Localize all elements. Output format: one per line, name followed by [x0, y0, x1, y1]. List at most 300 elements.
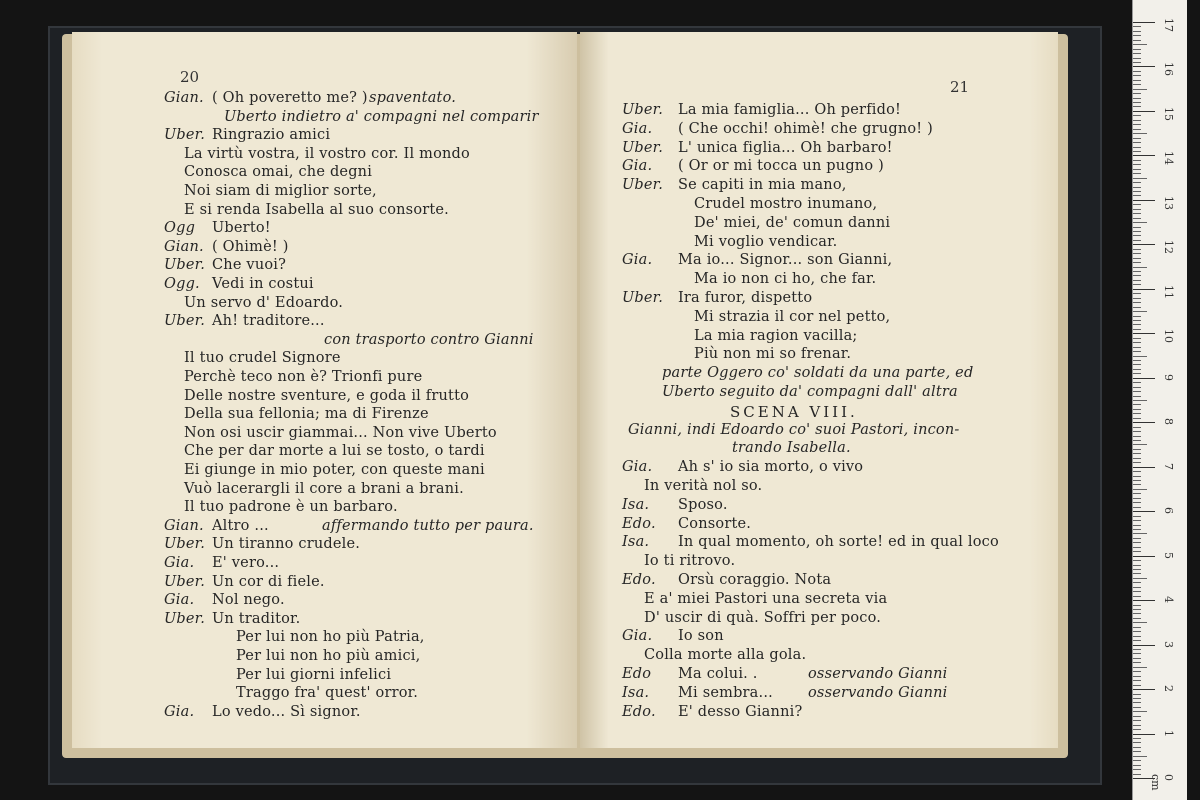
dialogue-text: Ma colui. .: [678, 666, 758, 682]
dialogue-text: Un tiranno crudele.: [212, 536, 361, 553]
dialogue-text: Ma io... Signor... son Gianni,: [678, 252, 893, 269]
dialogue-text: In verità nol so.: [644, 478, 763, 494]
ruler-tick: [1133, 227, 1141, 228]
ruler-tick: [1133, 747, 1141, 748]
text-line: [622, 534, 1052, 552]
ruler-tick: [1133, 396, 1141, 397]
text-line: [622, 666, 1052, 684]
text-line: [622, 422, 1052, 440]
right-page: [580, 32, 1058, 748]
text-line: [164, 257, 577, 275]
ruler-tick: [1133, 187, 1141, 188]
dialogue-text: Altro ...: [212, 517, 269, 534]
speaker-label: Uber.: [164, 610, 206, 627]
ruler-tick: [1133, 400, 1147, 401]
dialogue-text: Nol nego.: [212, 592, 285, 609]
ruler-tick: [1133, 302, 1141, 303]
speaker-label: Uber.: [622, 177, 664, 194]
text-line: [164, 481, 577, 499]
ruler-label: 8: [1162, 418, 1175, 426]
ruler-tick: [1133, 360, 1141, 361]
ruler-tick: [1133, 200, 1155, 201]
ruler-tick: [1133, 489, 1147, 490]
ruler-label: 15: [1162, 106, 1175, 121]
text-line: [164, 239, 577, 257]
text-line: [164, 667, 577, 685]
ruler-label: 6: [1162, 507, 1175, 515]
ruler-tick: [1133, 191, 1141, 192]
stage-direction: parte Oggero co' soldati da una parte, ed: [662, 365, 974, 382]
ruler-tick: [1133, 147, 1141, 148]
ruler-tick: [1133, 391, 1141, 392]
ruler-tick: [1133, 155, 1155, 156]
ruler-tick: [1133, 75, 1141, 76]
ruler-tick: [1133, 66, 1155, 67]
ruler-tick: [1133, 734, 1155, 735]
speaker-label: Gia.: [164, 703, 195, 720]
ruler-label: 11: [1162, 284, 1175, 299]
speaker-label: Edo.: [622, 515, 656, 532]
ruler-tick: [1133, 378, 1155, 379]
stage-direction: osservando Gianni: [808, 684, 948, 701]
ruler-tick: [1133, 111, 1155, 112]
ruler-tick: [1133, 471, 1141, 472]
dialogue-text: ( Che occhi! ohimè! che grugno! ): [678, 120, 933, 137]
ruler-tick: [1133, 698, 1141, 699]
ruler-label: 2: [1162, 685, 1175, 693]
ruler-tick: [1133, 240, 1141, 241]
ruler-tick: [1133, 267, 1147, 268]
dialogue-text: Consorte.: [678, 515, 752, 532]
ruler-tick: [1133, 142, 1141, 143]
ruler-tick: [1133, 364, 1141, 365]
text-line: [164, 295, 577, 313]
ruler-tick: [1133, 373, 1141, 374]
ruler-tick: [1133, 427, 1141, 428]
ruler-tick: [1133, 80, 1141, 81]
text-line: [164, 350, 577, 368]
ruler-tick: [1133, 84, 1141, 85]
ruler-tick: [1133, 565, 1141, 566]
dialogue-text: Ma io non ci ho, che far.: [694, 271, 877, 288]
speaker-label: Gia.: [622, 252, 653, 269]
text-line: [164, 462, 577, 480]
text-line: [164, 202, 577, 220]
ruler-tick: [1133, 160, 1141, 161]
text-line: [622, 553, 1052, 571]
ruler-tick: [1133, 249, 1141, 250]
ruler-tick: [1133, 458, 1141, 459]
ruler-tick: [1133, 774, 1141, 775]
text-line: [622, 365, 1052, 383]
dialogue-text: Un cor di fiele.: [212, 573, 325, 590]
text-line: [164, 685, 577, 703]
speaker-label: Uber.: [622, 139, 664, 156]
dialogue-text: In qual momento, oh sorte! ed in qual loco: [678, 534, 999, 551]
ruler-tick: [1133, 195, 1141, 196]
dialogue-text: Ah s' io sia morto, o vivo: [678, 459, 864, 476]
ruler-tick: [1133, 409, 1141, 410]
ruler-tick: [1133, 44, 1147, 45]
ruler-tick: [1133, 551, 1141, 552]
ruler-tick: [1133, 138, 1141, 139]
text-line: [622, 177, 1052, 195]
ruler-tick: [1133, 662, 1141, 663]
ruler-tick: [1133, 707, 1141, 708]
ruler-tick: [1133, 582, 1141, 583]
ruler-label: 3: [1162, 640, 1175, 648]
text-line: [622, 384, 1052, 402]
text-line: [622, 271, 1052, 289]
ruler-tick: [1133, 129, 1141, 130]
text-line: [164, 425, 577, 443]
ruler-tick: [1133, 431, 1141, 432]
ruler-tick: [1133, 498, 1141, 499]
ruler-tick: [1133, 658, 1141, 659]
speaker-label: Uber.: [622, 102, 664, 118]
ruler-tick: [1133, 751, 1141, 752]
page-number: 20: [180, 68, 200, 86]
text-line: [622, 328, 1052, 346]
ruler-tick: [1133, 26, 1141, 27]
ruler-label: 5: [1162, 551, 1175, 559]
dialogue-text: Un servo d' Edoardo.: [184, 294, 344, 311]
speaker-label: Isa.: [622, 496, 650, 513]
stage-direction: Uberto indietro a' compagni nel comparir: [224, 108, 539, 125]
dialogue-text: Ira furor, dispetto: [678, 290, 813, 306]
dialogue-text: ( Or or mi tocca un pugno ): [678, 158, 884, 175]
text-line: [622, 647, 1052, 665]
ruler-tick: [1133, 689, 1155, 690]
ruler-tick: [1133, 298, 1141, 299]
text-line: [164, 369, 577, 387]
ruler-tick: [1133, 711, 1147, 712]
text-line: [164, 574, 577, 592]
ruler-tick: [1133, 738, 1141, 739]
ruler-tick: [1133, 133, 1147, 134]
text-line: [164, 332, 577, 350]
text-line: [164, 127, 577, 145]
ruler-tick: [1133, 671, 1141, 672]
dialogue-text: Lo vedo... Sì signor.: [212, 703, 361, 720]
ruler-tick: [1133, 89, 1147, 90]
dialogue-text: La virtù vostra, il vostro cor. Il mondo: [184, 145, 470, 162]
speaker-label: Uber.: [164, 313, 206, 330]
ruler-tick: [1133, 235, 1141, 236]
speaker-label: Isa.: [622, 534, 650, 551]
text-line: [164, 388, 577, 406]
text-line: [622, 346, 1052, 364]
text-line: [164, 276, 577, 294]
ruler-tick: [1133, 422, 1155, 423]
ruler-tick: [1133, 436, 1141, 437]
text-line: [164, 555, 577, 573]
text-line: [164, 499, 577, 517]
ruler-tick: [1133, 613, 1141, 614]
dialogue-text: Che vuoi?: [212, 257, 287, 274]
text-line: [622, 459, 1052, 477]
speaker-label: Ogg: [164, 220, 196, 237]
ruler-tick: [1133, 98, 1141, 99]
ruler-tick: [1133, 58, 1141, 59]
ruler-tick: [1133, 484, 1141, 485]
ruler-tick: [1133, 369, 1141, 370]
ruler-tick: [1133, 467, 1155, 468]
ruler-tick: [1133, 124, 1141, 125]
dialogue-text: Crudel mostro inumano,: [694, 196, 878, 212]
ruler-tick: [1133, 529, 1141, 530]
stage-direction: affermando tutto per paura.: [322, 517, 534, 534]
ruler-tick: [1133, 169, 1141, 170]
scene-heading: SCENA VIII.: [730, 402, 858, 421]
dialogue-text: Vuò lacerargli il core a brani a brani.: [184, 480, 464, 497]
ruler-tick: [1133, 520, 1141, 521]
dialogue-text: Più non mi so frenar.: [694, 346, 852, 363]
speaker-label: Uber.: [164, 127, 206, 144]
ruler-tick: [1133, 418, 1141, 419]
text-line: [164, 183, 577, 201]
dialogue-text: Ringrazio amici: [212, 127, 331, 144]
ruler-label: 0 cm: [1149, 774, 1175, 791]
text-line: [622, 234, 1052, 252]
dialogue-text: Per lui giorni infelici: [236, 666, 392, 683]
speaker-label: Gia.: [622, 459, 653, 476]
ruler-tick: [1133, 667, 1147, 668]
speaker-label: Gian.: [164, 90, 204, 106]
ruler-tick: [1133, 342, 1141, 343]
ruler-tick: [1133, 93, 1141, 94]
text-line: [164, 611, 577, 629]
dialogue-text: Noi siam di miglior sorte,: [184, 183, 377, 199]
text-line: [164, 313, 577, 331]
dialogue-text: Per lui non ho più Patria,: [236, 629, 425, 646]
ruler-tick: [1133, 760, 1141, 761]
ruler-tick: [1133, 275, 1141, 276]
dialogue-text: Colla morte alla gola.: [644, 647, 807, 664]
ruler-tick: [1133, 511, 1155, 512]
ruler-tick: [1133, 231, 1141, 232]
text-line: [622, 704, 1052, 722]
ruler-tick: [1133, 556, 1155, 557]
text-line: [622, 215, 1052, 233]
speaker-label: Edo.: [622, 572, 656, 588]
ruler-tick: [1133, 413, 1141, 414]
left-page-text: [164, 90, 577, 748]
ruler-tick: [1133, 649, 1141, 650]
text-line: [622, 610, 1052, 628]
ruler-tick: [1133, 347, 1141, 348]
dialogue-text: E si renda Isabella al suo consorte.: [184, 201, 449, 218]
ruler-tick: [1133, 106, 1141, 107]
text-line: [622, 140, 1052, 158]
left-page: [72, 32, 577, 748]
text-line: [622, 290, 1052, 308]
ruler-tick: [1133, 547, 1141, 548]
ruler-tick: [1133, 182, 1141, 183]
dialogue-text: Per lui non ho più amici,: [236, 648, 421, 664]
text-line: [164, 164, 577, 182]
text-line: [164, 629, 577, 647]
ruler-tick: [1133, 164, 1141, 165]
text-line: [164, 592, 577, 610]
dialogue-text: ( Oh poveretto me? ): [212, 90, 368, 106]
measuring-ruler: [1132, 0, 1187, 800]
ruler-tick: [1133, 173, 1141, 174]
ruler-tick: [1133, 569, 1141, 570]
ruler-tick: [1133, 725, 1141, 726]
ruler-tick: [1133, 609, 1141, 610]
ruler-tick: [1133, 605, 1141, 606]
text-line: [622, 102, 1052, 120]
text-line: [622, 252, 1052, 270]
ruler-tick: [1133, 596, 1141, 597]
ruler-tick: [1133, 382, 1141, 383]
ruler-tick: [1133, 702, 1141, 703]
ruler-tick: [1133, 729, 1141, 730]
ruler-label: 12: [1162, 240, 1175, 255]
text-line: [164, 518, 577, 536]
speaker-label: Gia.: [164, 555, 195, 571]
ruler-tick: [1133, 280, 1141, 281]
text-line: [622, 440, 1052, 458]
text-line: [622, 572, 1052, 590]
ruler-tick: [1133, 311, 1147, 312]
ruler-tick: [1133, 262, 1141, 263]
text-line: [622, 591, 1052, 609]
ruler-tick: [1133, 102, 1141, 103]
ruler-tick: [1133, 404, 1141, 405]
dialogue-text: Della sua fellonia; ma di Firenze: [184, 406, 429, 423]
text-line: [622, 158, 1052, 176]
ruler-tick: [1133, 769, 1141, 770]
speaker-label: Edo.: [622, 703, 656, 720]
ruler-tick: [1133, 560, 1141, 561]
ruler-tick: [1133, 587, 1141, 588]
ruler-tick: [1133, 578, 1147, 579]
dialogue-text: ( Ohimè! ): [212, 238, 289, 255]
dialogue-text: Mi voglio vendicar.: [694, 233, 838, 250]
stage-direction: osservando Gianni: [808, 666, 948, 682]
speaker-label: Edo: [622, 666, 652, 682]
dialogue-text: Traggo fra' quest' orror.: [236, 685, 419, 702]
ruler-tick: [1133, 115, 1141, 116]
ruler-tick: [1133, 329, 1141, 330]
ruler-tick: [1133, 453, 1141, 454]
ruler-tick: [1133, 213, 1141, 214]
speaker-label: Gia.: [622, 628, 653, 645]
ruler-tick: [1133, 622, 1147, 623]
dialogue-text: Conosca omai, che degni: [184, 164, 373, 181]
speaker-label: Uber.: [164, 257, 206, 274]
ruler-tick: [1133, 53, 1141, 54]
speaker-label: Uber.: [164, 536, 206, 553]
ruler-tick: [1133, 351, 1141, 352]
dialogue-text: D' uscir di quà. Soffri per poco.: [644, 609, 882, 626]
dialogue-text: Un traditor.: [212, 610, 301, 627]
speaker-label: Uber.: [164, 573, 206, 590]
ruler-label: 13: [1162, 195, 1175, 210]
ruler-tick: [1133, 40, 1141, 41]
ruler-tick: [1133, 320, 1141, 321]
dialogue-text: E a' miei Pastori una secreta via: [644, 590, 888, 607]
text-line: [164, 90, 577, 108]
speaker-label: Gia.: [622, 120, 653, 137]
dialogue-text: Ei giunge in mio poter, con queste mani: [184, 462, 485, 478]
dialogue-text: Vedi in costui: [212, 276, 314, 292]
ruler-tick: [1133, 676, 1141, 677]
ruler-tick: [1133, 31, 1141, 32]
dialogue-text: Io son: [678, 628, 724, 645]
ruler-tick: [1133, 720, 1141, 721]
ruler-tick: [1133, 333, 1155, 334]
dialogue-text: Delle nostre sventure, e goda il frutto: [184, 387, 470, 404]
text-line: [164, 443, 577, 461]
ruler-tick: [1133, 742, 1141, 743]
ruler-tick: [1133, 324, 1141, 325]
dialogue-text: Il tuo crudel Signore: [184, 350, 341, 367]
dialogue-text: Orsù coraggio. Nota: [678, 572, 832, 588]
ruler-label: 17: [1162, 18, 1175, 32]
ruler-tick: [1133, 591, 1141, 592]
ruler-tick: [1133, 631, 1141, 632]
dialogue-text: Mi strazia il cor nel petto,: [694, 308, 891, 325]
ruler-tick: [1133, 756, 1147, 757]
page-number: 21: [950, 78, 970, 96]
ruler-tick: [1133, 222, 1147, 223]
dialogue-text: De' miei, de' comun danni: [694, 214, 891, 231]
text-line: [164, 536, 577, 554]
ruler-tick: [1133, 35, 1141, 36]
dialogue-text: Non osi uscir giammai... Non vive Uberto: [184, 424, 497, 441]
text-line: [164, 406, 577, 424]
ruler-label: 16: [1162, 62, 1175, 77]
text-line: [164, 704, 577, 722]
dialogue-text: La mia ragion vacilla;: [694, 327, 858, 344]
dialogue-text: Io ti ritrovo.: [644, 553, 736, 570]
ruler-tick: [1133, 533, 1147, 534]
text-line: [164, 109, 577, 127]
dialogue-text: Sposo.: [678, 496, 728, 513]
ruler-tick: [1133, 204, 1141, 205]
dialogue-text: Ah! traditore...: [212, 313, 325, 330]
text-line: [164, 648, 577, 666]
ruler-tick: [1133, 476, 1141, 477]
ruler-tick: [1133, 307, 1141, 308]
text-line: [622, 516, 1052, 534]
dialogue-text: Mi sembra...: [678, 684, 773, 701]
ruler-label: 4: [1162, 596, 1175, 604]
ruler-tick: [1133, 685, 1141, 686]
ruler-tick: [1133, 600, 1155, 601]
ruler-tick: [1133, 542, 1141, 543]
text-line: [164, 220, 577, 238]
ruler-tick: [1133, 627, 1141, 628]
ruler-tick: [1133, 525, 1141, 526]
ruler-tick: [1133, 516, 1141, 517]
ruler-tick: [1133, 573, 1141, 574]
ruler-tick: [1133, 49, 1141, 50]
ruler-tick: [1133, 645, 1155, 646]
text-line: [622, 196, 1052, 214]
ruler-tick: [1133, 289, 1155, 290]
ruler-tick: [1133, 284, 1141, 285]
ruler-tick: [1133, 640, 1141, 641]
ruler-tick: [1133, 120, 1141, 121]
dialogue-text: Che per dar morte a lui se tosto, o tardi: [184, 443, 485, 460]
speaker-label: Uber.: [622, 290, 664, 306]
ruler-tick: [1133, 462, 1141, 463]
ruler-tick: [1133, 244, 1155, 245]
